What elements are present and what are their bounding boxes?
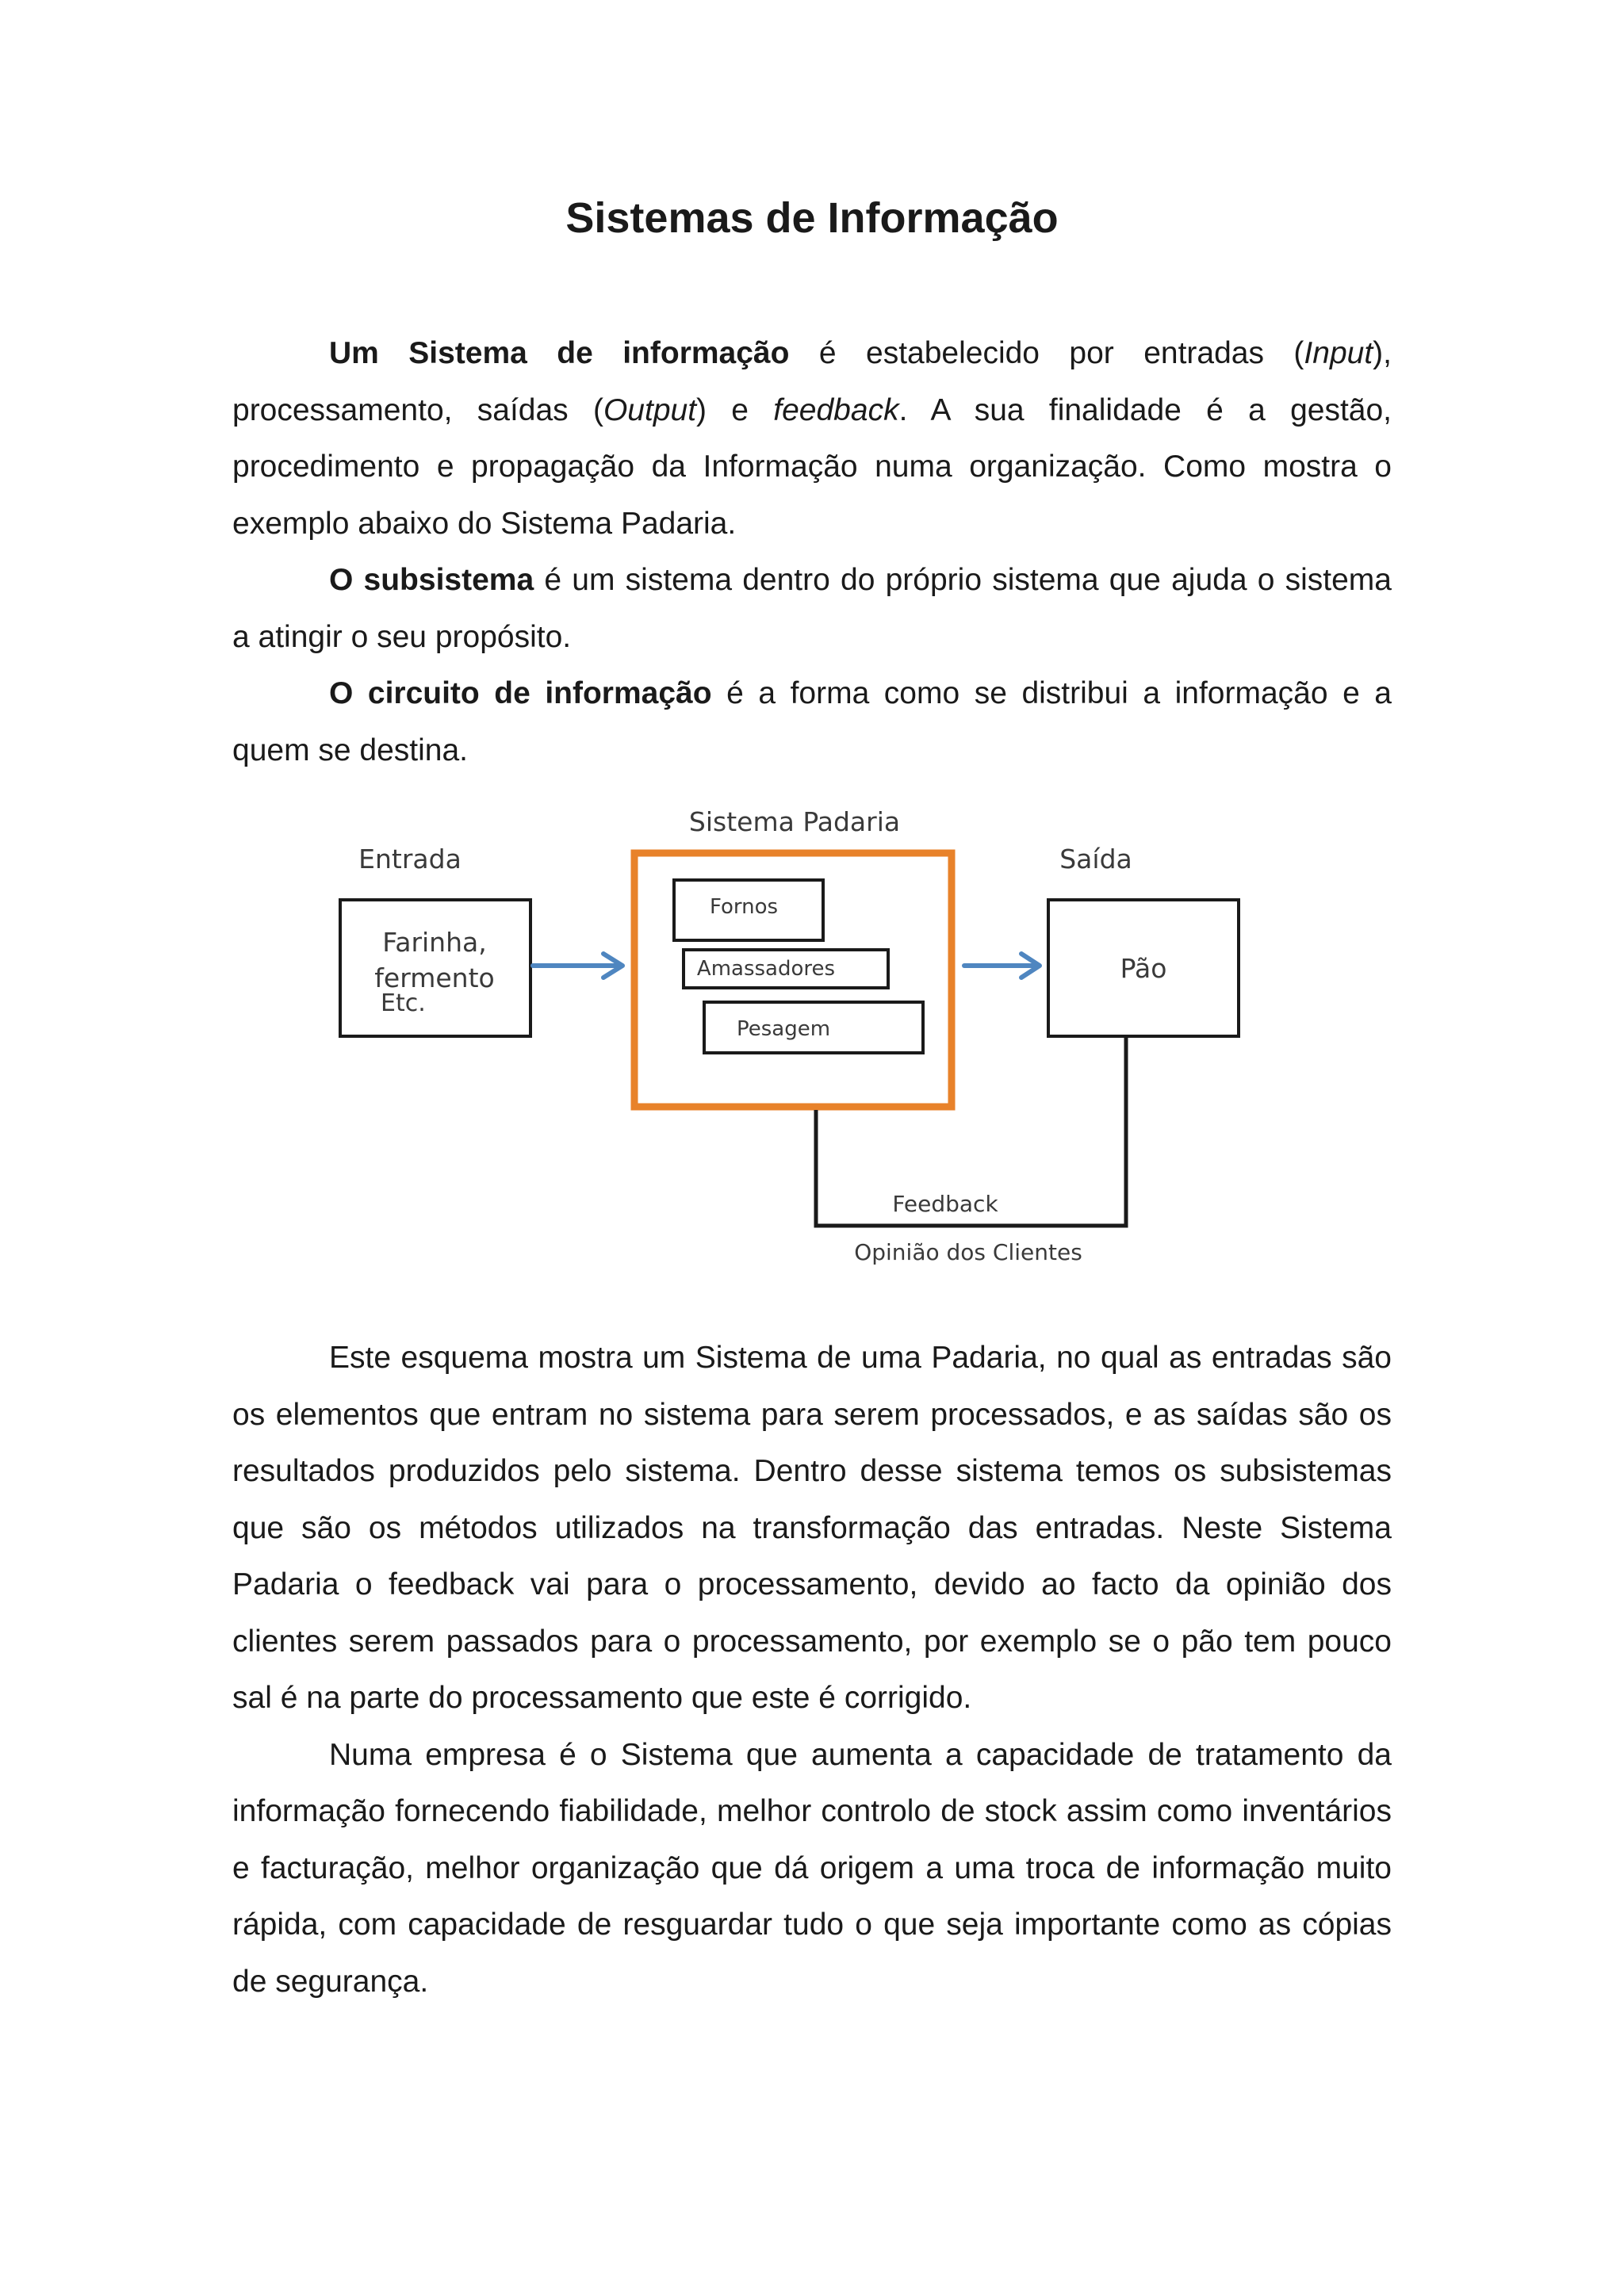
term-circuito: O circuito de informação bbox=[329, 676, 712, 710]
feedback-caption: Opinião dos Clientes bbox=[854, 1239, 1082, 1265]
text-span: é um sistema dentro do próprio sistema que ajuda o sistema a atingir o seu propósito. bbox=[232, 563, 1392, 654]
output-label: Saída bbox=[1059, 844, 1132, 874]
bakery-system-diagram bbox=[301, 793, 1293, 1284]
input-label: Entrada bbox=[358, 844, 462, 874]
text-span: é a forma como se distribui a informação e a quem se destina. bbox=[232, 676, 1392, 767]
paragraph-subsystem bbox=[232, 552, 1392, 665]
intro-text bbox=[232, 325, 1392, 779]
input-line-2: fermento bbox=[374, 962, 495, 993]
output-value: Pão bbox=[1120, 953, 1167, 984]
term-feedback: feedback bbox=[773, 392, 899, 427]
text-span: é estabelecido por entradas ( bbox=[789, 336, 1304, 370]
term-sistema-informacao: Um Sistema de informação bbox=[329, 336, 790, 370]
arrow-input-to-system bbox=[533, 954, 622, 978]
input-line-1: Farinha, bbox=[382, 927, 487, 958]
paragraph-system-definition bbox=[232, 325, 1392, 552]
subsystem-amassadores: Amassadores bbox=[696, 957, 836, 981]
diagram-title: Sistema Padaria bbox=[688, 806, 901, 837]
page-title: Sistemas de Informação bbox=[565, 194, 1059, 242]
subsystem-fornos: Fornos bbox=[709, 895, 779, 919]
feedback-label: Feedback bbox=[892, 1191, 998, 1217]
text-span: ) e bbox=[696, 392, 774, 427]
text-span: ), processamento, saídas ( bbox=[232, 336, 1392, 427]
term-input: Input bbox=[1304, 336, 1373, 370]
paragraph-company-benefits: Numa empresa é o Sistema que aumenta a capacidade de tratamento da informação fornecendo fiabilidade, melhor controlo de stock assim como inventários e facturação, melhor organização que dá origem a uma troca de informação muito rápida, com capacidade de resguardar tudo o que seja importante como as cópias de segurança. bbox=[232, 1737, 1392, 1999]
arrow-system-to-output bbox=[964, 954, 1040, 978]
paragraph-diagram-explanation: Este esquema mostra um Sistema de uma Padaria, no qual as entradas são os elementos que entram no sistema para serem processados, e as saídas são os resultados produzidos pelo sistema. Dentro desse sistema temos os subsistemas que são os métodos utilizados na transformação das entradas. Neste Sistema Padaria o feedback vai para o processamento, devido ao facto da opinião dos clientes serem passados para o processamento, por exemplo se o pão tem pouco sal é na parte do processamento que este é corrigido. bbox=[232, 1341, 1392, 1715]
paragraph-circuit bbox=[232, 665, 1392, 779]
text-span: . A sua finalidade é a gestão, procedimento e propagação da Informação numa organização. Como mostra o exemplo abaixo do Sistema Padaria. bbox=[232, 392, 1392, 541]
subsystem-pesagem: Pesagem bbox=[736, 1017, 831, 1041]
input-line-3: Etc. bbox=[381, 989, 426, 1017]
outro-text bbox=[232, 1330, 1392, 2010]
term-output: Output bbox=[603, 392, 697, 427]
term-subsistema: O subsistema bbox=[329, 563, 534, 597]
